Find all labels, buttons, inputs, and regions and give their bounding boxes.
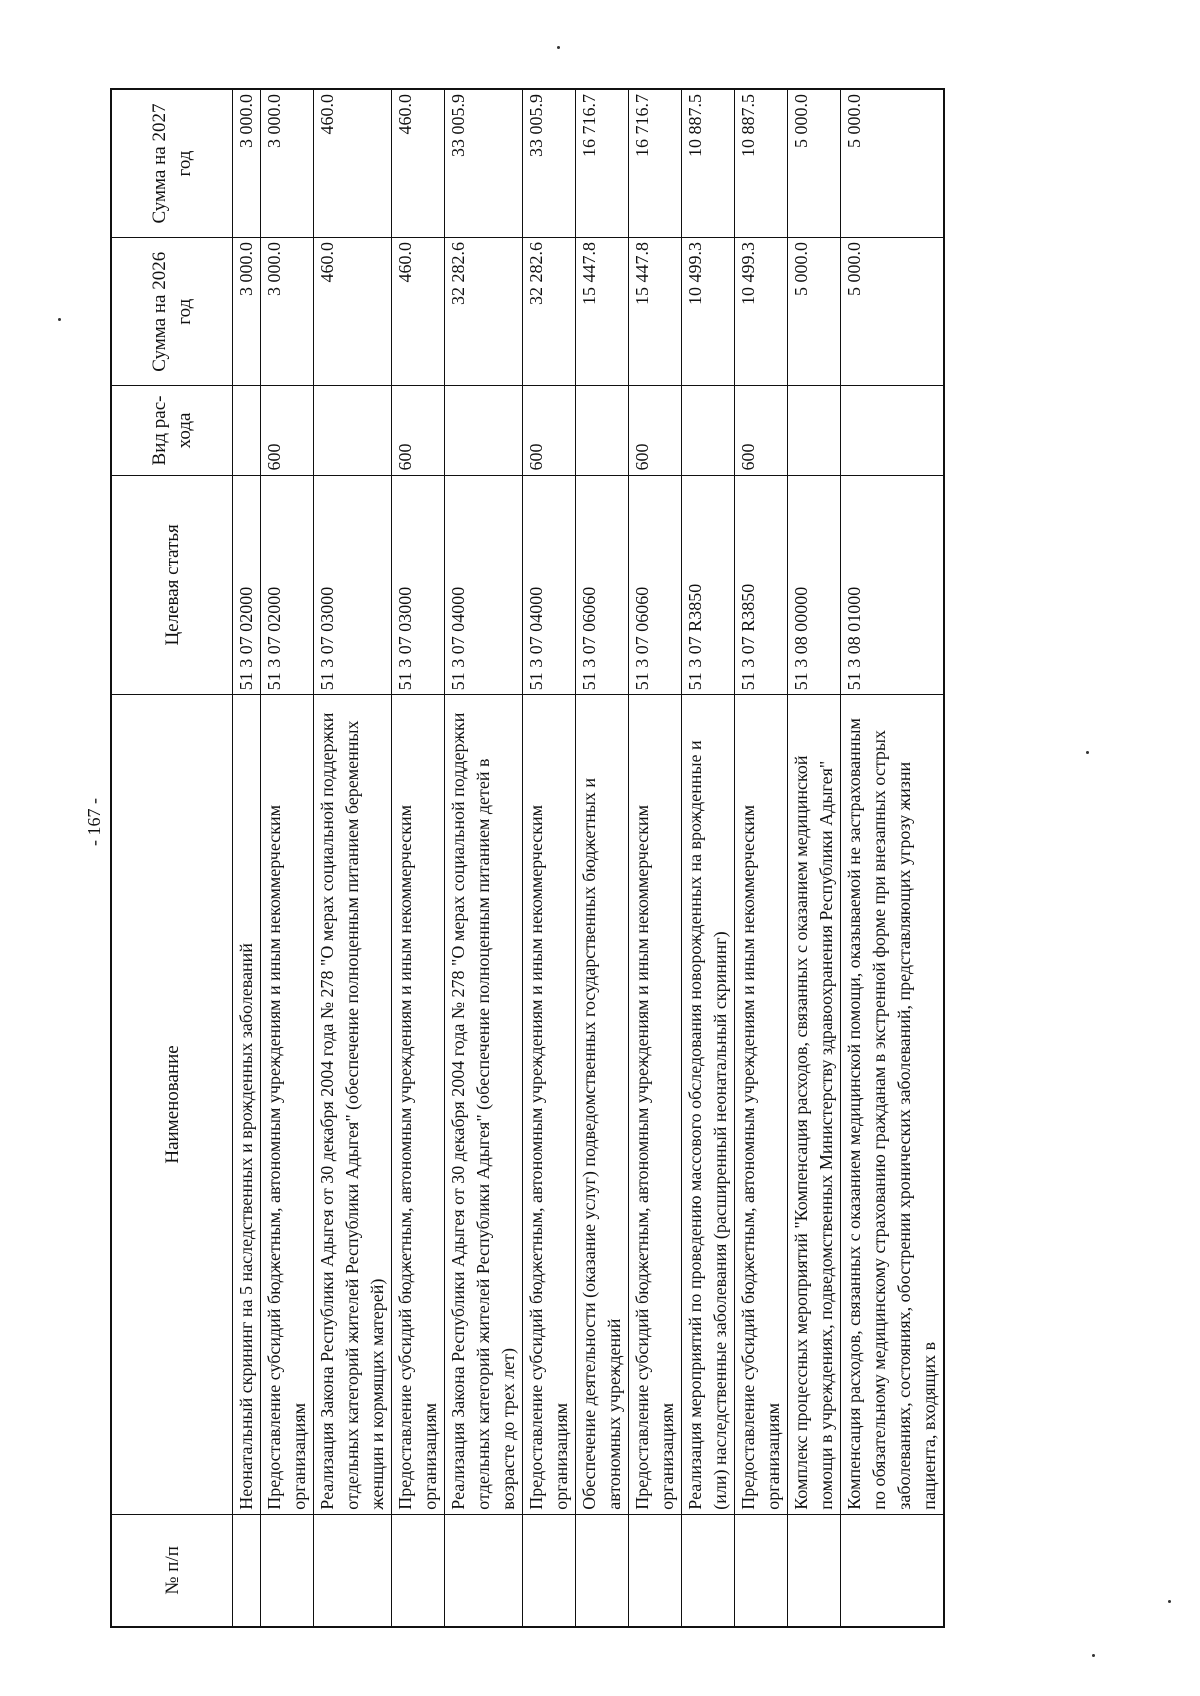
row-sum-2027: 10 887.5	[735, 89, 788, 238]
table-row	[445, 89, 523, 1627]
row-code: 51 3 07 06060	[576, 475, 629, 695]
row-sum-2026: 10 499.3	[735, 238, 788, 386]
header-sum-2026: Сумма на 2026 год	[111, 238, 233, 386]
scan-speck	[557, 46, 560, 49]
row-code: 51 3 08 01000	[841, 475, 945, 695]
row-sum-2027: 3 000.0	[233, 89, 261, 238]
scan-speck	[1086, 751, 1089, 754]
row-num	[841, 1514, 945, 1627]
row-name: Предоставление субсидий бюджетным, автономным учреждениям и иным некоммерческим организациям	[261, 695, 314, 1514]
table-row	[392, 89, 445, 1627]
row-sum-2026: 3 000.0	[233, 238, 261, 386]
scan-speck	[58, 318, 61, 321]
row-name: Обеспечение деятельности (оказание услуг) подведомственных государственных бюджетных и автономных учреждений	[576, 695, 629, 1514]
header-num: № п/п	[111, 1514, 233, 1627]
row-sum-2026: 3 000.0	[261, 238, 314, 386]
row-sum-2026: 460.0	[314, 238, 392, 386]
row-sum-2026: 15 447.8	[576, 238, 629, 386]
row-num	[629, 1514, 682, 1627]
row-code: 51 3 07 02000	[233, 475, 261, 695]
row-num	[392, 1514, 445, 1627]
budget-table-rotated	[110, 88, 1060, 1628]
table-row	[314, 89, 392, 1627]
table-row	[261, 89, 314, 1627]
table-row	[233, 89, 261, 1627]
row-vid	[682, 386, 735, 475]
table-row	[629, 89, 682, 1627]
row-vid	[233, 386, 261, 475]
row-vid: 600	[629, 386, 682, 475]
row-num	[682, 1514, 735, 1627]
row-code: 51 3 07 03000	[314, 475, 392, 695]
row-vid: 600	[523, 386, 576, 475]
row-sum-2026: 5 000.0	[788, 238, 841, 386]
table-row	[735, 89, 788, 1627]
row-name: Предоставление субсидий бюджетным, автономным учреждениям и иным некоммерческим организациям	[735, 695, 788, 1514]
table-row	[682, 89, 735, 1627]
row-code: 51 3 07 06060	[629, 475, 682, 695]
row-sum-2027: 33 005.9	[523, 89, 576, 238]
row-num	[523, 1514, 576, 1627]
row-vid	[576, 386, 629, 475]
table-row	[788, 89, 841, 1627]
row-vid: 600	[392, 386, 445, 475]
budget-table	[110, 88, 945, 1628]
row-code: 51 3 07 R3850	[682, 475, 735, 695]
row-sum-2027: 16 716.7	[576, 89, 629, 238]
row-vid: 600	[735, 386, 788, 475]
row-name: Предоставление субсидий бюджетным, автономным учреждениям и иным некоммерческим организациям	[629, 695, 682, 1514]
row-sum-2027: 460.0	[314, 89, 392, 238]
header-name: Наименование	[111, 695, 233, 1514]
row-sum-2027: 460.0	[392, 89, 445, 238]
row-name: Реализация Закона Республики Адыгея от 30 декабря 2004 года № 278 "О мерах социальной поддержки отдельных категорий жителей Республики Адыгея" (обеспечение полноценным питанием детей в возрасте до трех лет)	[445, 695, 523, 1514]
row-code: 51 3 07 03000	[392, 475, 445, 695]
row-code: 51 3 07 02000	[261, 475, 314, 695]
header-code: Целевая статья	[111, 475, 233, 695]
scan-speck	[1092, 1654, 1095, 1657]
row-code: 51 3 07 04000	[445, 475, 523, 695]
row-name: Реализация мероприятий по проведению массового обследования новорожденных на врожденные и (или) наследственные заболевания (расширенный неонатальный скрининг)	[682, 695, 735, 1514]
row-sum-2026: 460.0	[392, 238, 445, 386]
row-vid	[445, 386, 523, 475]
row-name: Реализация Закона Республики Адыгея от 30 декабря 2004 года № 278 "О мерах социальной поддержки отдельных категорий жителей Республики Адыгея" (обеспечение полноценным питанием беременных женщин и кормящих матерей)	[314, 695, 392, 1514]
header-sum-2027: Сумма на 2027 год	[111, 89, 233, 238]
row-sum-2027: 16 716.7	[629, 89, 682, 238]
table-row	[523, 89, 576, 1627]
row-sum-2026: 32 282.6	[523, 238, 576, 386]
row-num	[576, 1514, 629, 1627]
row-sum-2027: 3 000.0	[261, 89, 314, 238]
row-num	[735, 1514, 788, 1627]
header-row	[111, 89, 233, 1627]
row-sum-2027: 33 005.9	[445, 89, 523, 238]
row-name: Предоставление субсидий бюджетным, автономным учреждениям и иным некоммерческим организациям	[523, 695, 576, 1514]
page-number: - 167 -	[84, 798, 104, 846]
scan-speck	[1168, 1600, 1171, 1603]
row-sum-2026: 10 499.3	[682, 238, 735, 386]
table-row	[841, 89, 945, 1627]
row-sum-2026: 5 000.0	[841, 238, 945, 386]
row-sum-2026: 32 282.6	[445, 238, 523, 386]
row-name: Предоставление субсидий бюджетным, автономным учреждениям и иным некоммерческим организациям	[392, 695, 445, 1514]
row-name: Комплекс процессных мероприятий "Компенсация расходов, связанных с оказанием медицинской помощи в учреждениях, подведомственных Министерству здравоохранения Республики Адыгея"	[788, 695, 841, 1514]
row-code: 51 3 08 00000	[788, 475, 841, 695]
row-vid	[788, 386, 841, 475]
row-num	[233, 1514, 261, 1627]
row-sum-2027: 5 000.0	[788, 89, 841, 238]
row-num	[261, 1514, 314, 1627]
row-name: Неонатальный скрининг на 5 наследственных и врожденных заболеваний	[233, 695, 261, 1514]
header-vid: Вид рас- хода	[111, 386, 233, 475]
row-num	[314, 1514, 392, 1627]
row-vid: 600	[261, 386, 314, 475]
row-code: 51 3 07 04000	[523, 475, 576, 695]
row-code: 51 3 07 R3850	[735, 475, 788, 695]
table-row	[576, 89, 629, 1627]
row-sum-2027: 10 887.5	[682, 89, 735, 238]
row-sum-2026: 15 447.8	[629, 238, 682, 386]
row-vid	[841, 386, 945, 475]
row-num	[445, 1514, 523, 1627]
row-name: Компенсация расходов, связанных с оказанием медицинской помощи, оказываемой не застрахованным по обязательному медицинскому страхованию гражданам в экстренной форме при внезапных острых заболеваниях, состояниях, обострении хронических заболеваний, представляющих угрозу жизни пациента, входящих в	[841, 695, 945, 1514]
row-num	[788, 1514, 841, 1627]
row-vid	[314, 386, 392, 475]
row-sum-2027: 5 000.0	[841, 89, 945, 238]
